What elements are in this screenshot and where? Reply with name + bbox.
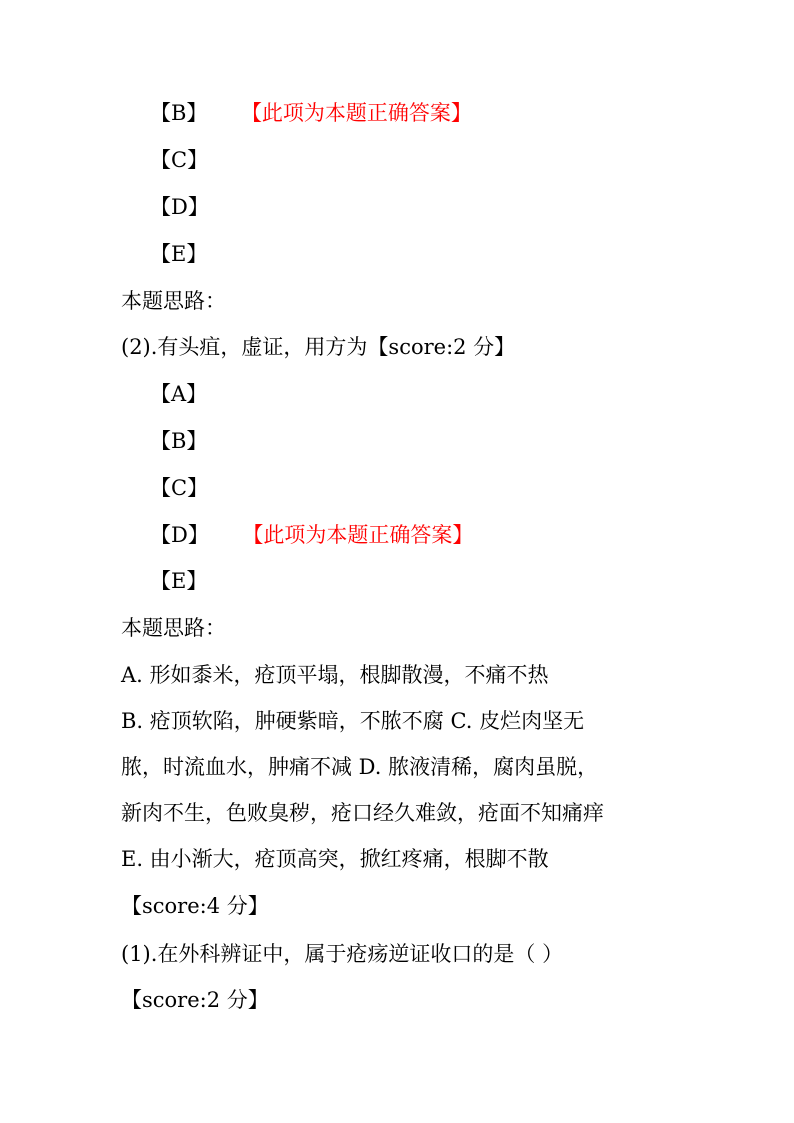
question-stem: (1).在外科辨证中，属于疮疡逆证收口的是（ ）	[121, 942, 564, 966]
correct-answer-marker: 【此项为本题正确答案】	[252, 523, 474, 547]
option-d[interactable]	[150, 193, 209, 221]
option-c-label: 【C】	[150, 148, 209, 172]
option-a-label: 【A】	[150, 382, 208, 406]
score-line: 【score:4 分】	[121, 894, 269, 918]
option-d-label: 【D】	[150, 523, 209, 547]
option-c-label: 【C】	[150, 476, 209, 500]
option-c[interactable]	[150, 146, 208, 174]
option-b[interactable]	[150, 99, 472, 127]
option-b[interactable]	[150, 427, 207, 455]
question-stem: (2).有头疽，虚证，用方为【score:2 分】	[121, 335, 516, 359]
analysis-label: 本题思路：	[121, 616, 226, 640]
option-e[interactable]	[150, 240, 207, 268]
option-a[interactable]	[150, 380, 207, 408]
analysis-label: 本题思路：	[121, 289, 226, 313]
option-b-label: 【B】	[150, 429, 208, 453]
option-e-label: 【E】	[150, 242, 208, 266]
score-line: 【score:2 分】	[121, 988, 269, 1012]
correct-answer-marker: 【此项为本题正确答案】	[251, 101, 472, 125]
analysis-text-line: 新肉不生，色败臭秽，疮口经久难敛，疮面不知痛痒	[121, 801, 604, 825]
analysis-text-line: E. 由小渐大，疮顶高突，掀红疼痛，根脚不散	[121, 847, 549, 871]
analysis-text-line: B. 疮顶软陷，肿硬紫暗，不脓不腐 C. 皮烂肉坚无	[121, 709, 585, 733]
option-b-label: 【B】	[150, 101, 208, 125]
option-c[interactable]	[150, 474, 208, 502]
option-e[interactable]	[150, 567, 207, 595]
analysis-text-line: 脓，时流血水，肿痛不减 D. 脓液清稀，腐肉虽脱，	[121, 755, 599, 779]
option-d-label: 【D】	[150, 195, 209, 219]
option-d[interactable]	[150, 521, 473, 549]
analysis-text-line: A. 形如黍米，疮顶平塌，根脚散漫，不痛不热	[121, 663, 549, 687]
option-e-label: 【E】	[150, 569, 208, 593]
